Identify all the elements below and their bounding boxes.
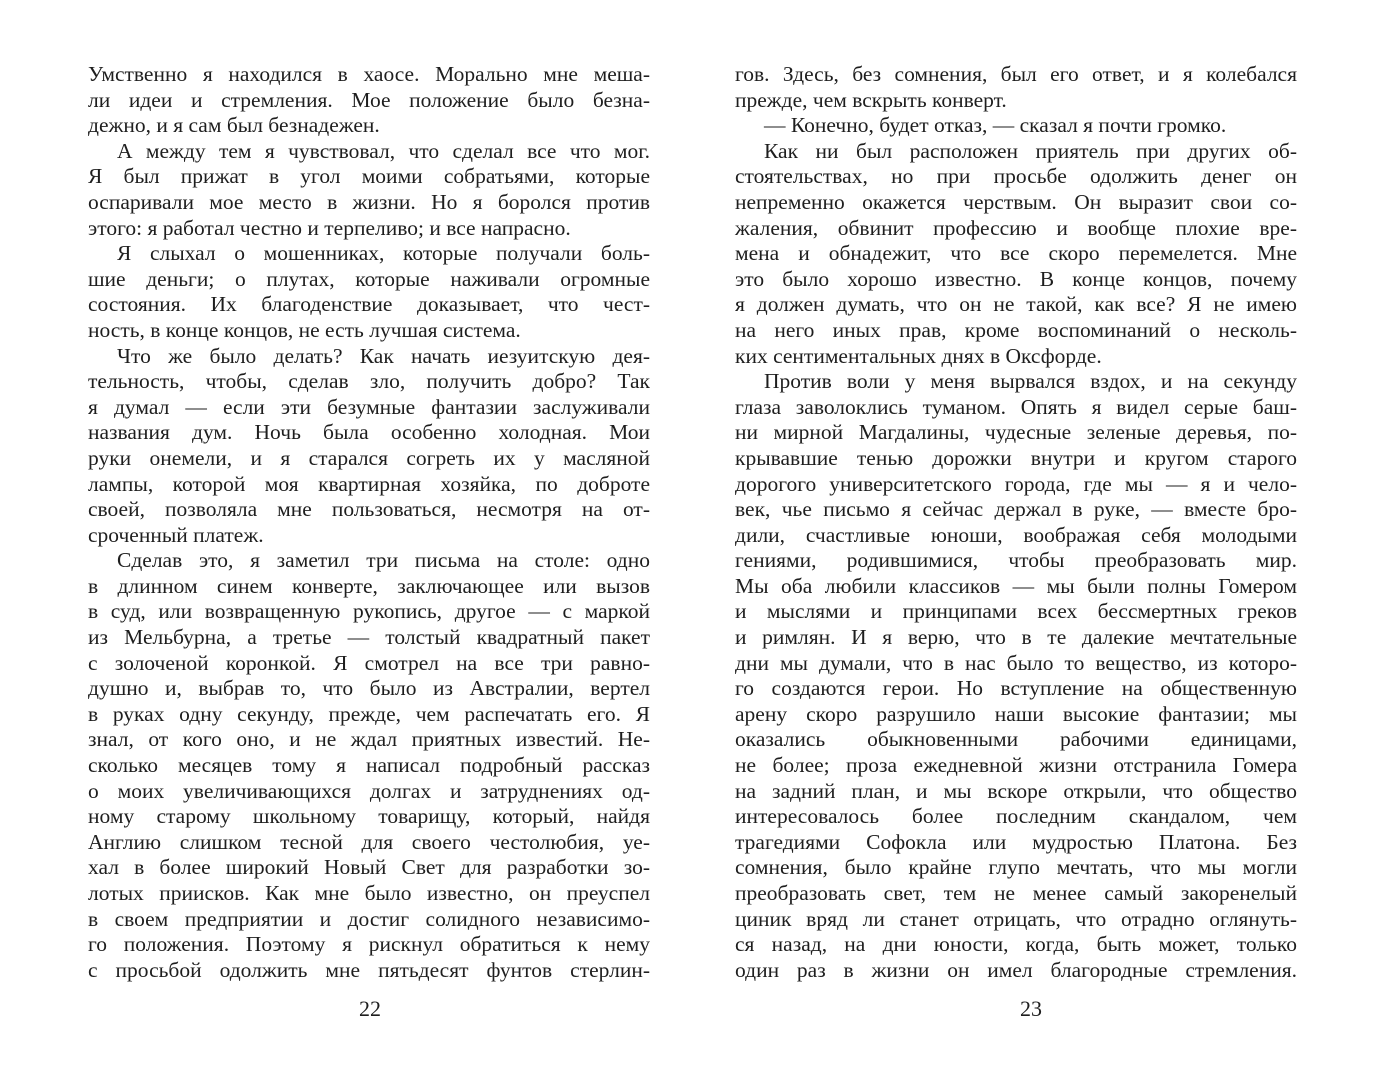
text-line: арену скоро разрушило наши высокие фантазии; мы xyxy=(735,701,1297,726)
text-line: гов. Здесь, без сомнения, был его ответ, и я колебался xyxy=(735,62,1297,86)
text-line: преобразовать свет, тем не менее самый закоренелый xyxy=(735,881,1297,905)
text-line: оказались обыкновенными рабочими единицами, xyxy=(735,727,1297,752)
text-line: лотых приисков. Как мне было известно, он преуспел xyxy=(88,881,650,905)
text-line: циник вряд ли станет отрицать, что отрадно оглянуть- xyxy=(735,906,1297,931)
text-line: в своем предприятии и достиг солидного независимо- xyxy=(88,906,650,931)
text-line: оспаривали мое место в жизни. Но я боролся против xyxy=(88,189,650,214)
text-line: ких сентиментальных днях в Оксфорде. xyxy=(735,343,1102,368)
text-line: трагедиями Софокла или мудростью Платона. Без xyxy=(735,829,1297,854)
text-line: я думал — если эти безумные фантазии заслуживали xyxy=(88,394,650,419)
text-line: на задний план, и мы вскоре открыли, что общество xyxy=(735,778,1297,803)
text-line: один раз в жизни он имел благородные стремления. xyxy=(735,957,1297,982)
text-line: ся назад, на дни юности, когда, быть может, только xyxy=(735,932,1297,957)
text-line: Как ни был расположен приятель при других об- xyxy=(764,138,1297,163)
text-line: Против воли у меня вырвался вздох, и на секунду xyxy=(764,369,1297,394)
text-line: гениями, родившимися, чтобы преобразовать мир. xyxy=(735,548,1297,573)
text-line: — Конечно, будет отказ, — сказал я почти громко. xyxy=(764,113,1227,138)
text-line: на него иных прав, кроме воспоминаний о несколь- xyxy=(735,317,1297,342)
text-line: интересовалось более последним скандалом, чем xyxy=(735,804,1297,829)
text-line: дили, счастливые юноши, воображая себя молодыми xyxy=(735,522,1297,547)
text-line: дежно, и я сам был безнадежен. xyxy=(88,113,380,138)
text-line: и мыслями и принципами всех бессмертных греков xyxy=(735,599,1297,624)
text-line: Мы оба любили классиков — мы были полны Гомером xyxy=(735,573,1297,598)
text-line: го положения. Поэтому я рискнул обратиться к нему xyxy=(88,932,650,957)
text-line: го создаются герои. Но вступление на общественную xyxy=(735,676,1297,701)
text-line: своей, позволяла мне пользоваться, несмотря на от- xyxy=(88,497,650,522)
text-line: этого: я работал честно и терпеливо; и все напрасно. xyxy=(88,215,571,240)
text-line: век, чье письмо я сейчас держал в руке, — вместе бро- xyxy=(735,497,1297,522)
text-line: Я слыхал о мошенниках, которые получали боль- xyxy=(117,241,650,266)
text-line: знал, от кого оно, и не ждал приятных известий. Не- xyxy=(88,727,650,752)
text-line: в руках одну секунду, прежде, чем распечатать его. Я xyxy=(88,701,650,726)
text-line: ни мирной Магдалины, чудесные зеленые деревья, по- xyxy=(735,420,1297,445)
text-line: жаления, обвинит профессию и вообще плохие вре- xyxy=(735,215,1297,240)
text-line: хал в более широкий Новый Свет для разработки зо- xyxy=(88,855,650,880)
text-line: стоятельствах, но при просьбе одолжить денег он xyxy=(735,164,1297,189)
text-line: сомнения, было крайне глупо мечтать, что мы могли xyxy=(735,855,1297,880)
text-line: Я был прижат в угол моими собратьями, которые xyxy=(88,164,650,189)
right-page-text xyxy=(735,62,1297,983)
text-line: дорогого университетского города, где мы — я и чело- xyxy=(735,471,1297,496)
text-line: глаза заволоклись туманом. Опять я видел серые баш- xyxy=(735,394,1297,419)
text-line: тельность, чтобы, сделав зло, получить добро? Так xyxy=(88,369,650,394)
page-number-right: 23 xyxy=(1020,996,1042,1021)
text-line: из Мельбурна, а третье — толстый квадратный пакет xyxy=(88,625,650,650)
text-line: сроченный платеж. xyxy=(88,522,264,547)
text-line: мена и обнадежит, что все скоро перемелется. Мне xyxy=(735,241,1297,266)
text-line: шие деньги; о плутах, которые наживали огромные xyxy=(88,266,650,291)
text-line: руки онемели, и я старался согреть их у масляной xyxy=(88,445,650,470)
text-line: ность, в конце концов, не есть лучшая система. xyxy=(88,317,521,342)
text-line: ли идеи и стремления. Мое положение было безна- xyxy=(88,87,650,112)
text-line: лампы, которой моя квартирная хозяйка, по доброте xyxy=(88,471,650,496)
page-number-left: 22 xyxy=(359,996,381,1021)
text-line: и римлян. И я верю, что в те далекие мечтательные xyxy=(735,625,1297,650)
text-line: Что же было делать? Как начать иезуитскую дея- xyxy=(117,343,650,368)
text-line: А между тем я чувствовал, что сделал все что мог. xyxy=(117,138,650,163)
text-line: в длинном синем конверте, заключающее или вызов xyxy=(88,573,650,598)
text-line: состояния. Их благоденствие доказывает, что чест- xyxy=(88,292,650,317)
text-line: в суд, или возвращенную рукопись, другое — с маркой xyxy=(88,599,650,624)
text-line: не более; проза ежедневной жизни отстранила Гомера xyxy=(735,753,1297,778)
text-line: я должен думать, что он не такой, как все? Я не имею xyxy=(735,292,1297,317)
text-line: это было хорошо известно. В конце концов, почему xyxy=(735,266,1297,291)
text-line: с просьбой одолжить мне пятьдесят фунтов стерлин- xyxy=(88,957,650,982)
text-line: крывавшие тенью дорожки внутри и кругом старого xyxy=(735,445,1297,470)
text-line: ному старому школьному товарищу, который, найдя xyxy=(88,804,650,829)
text-line: прежде, чем вскрыть конверт. xyxy=(735,87,1007,112)
text-line: Умственно я находился в хаосе. Морально мне меша- xyxy=(88,62,650,86)
text-line: сколько месяцев тому я написал подробный рассказ xyxy=(88,753,650,778)
text-line: Сделав это, я заметил три письма на столе: одно xyxy=(117,548,650,573)
text-line: о моих увеличивающихся долгах и затруднениях од- xyxy=(88,778,650,803)
text-line: дни мы думали, что в нас было то вещество, из которо- xyxy=(735,650,1297,675)
text-line: с золоченой коронкой. Я смотрел на все три равно- xyxy=(88,650,650,675)
text-line: непременно окажется черствым. Он выразит свои со- xyxy=(735,189,1297,214)
text-line: названия дум. Ночь была особенно холодная. Мои xyxy=(88,420,650,445)
text-line: душно и, выбрав то, что было из Австралии, вертел xyxy=(88,676,650,701)
left-page-text xyxy=(88,62,650,983)
text-line: Англию слишком тесной для своего честолюбия, уе- xyxy=(88,829,650,854)
